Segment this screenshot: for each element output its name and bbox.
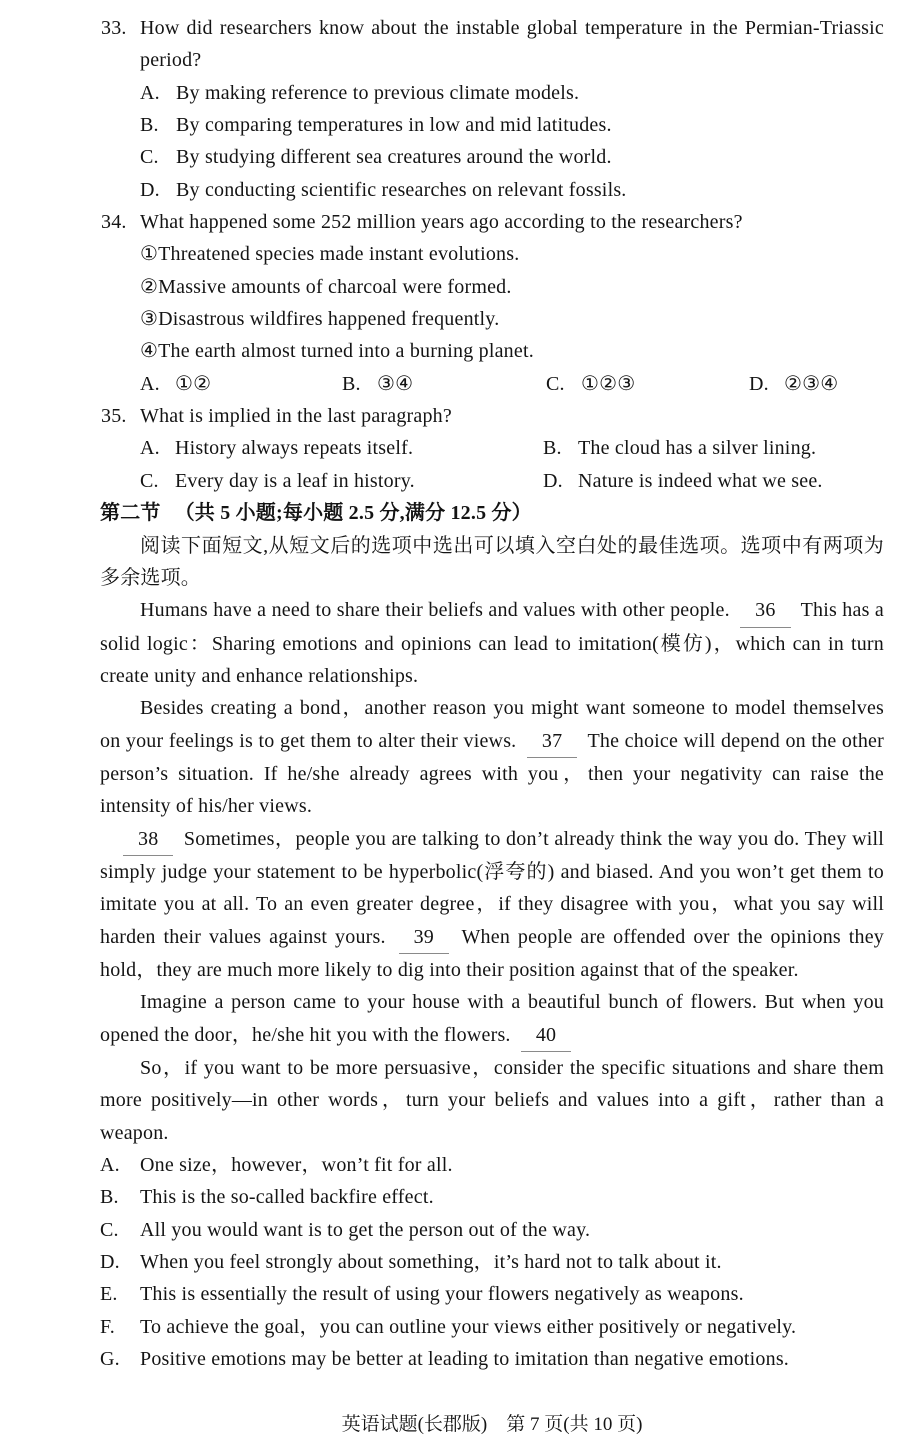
option-text: ③④ <box>377 372 414 395</box>
option-label: B. <box>342 372 361 395</box>
option-label: A. <box>140 437 160 460</box>
option-cell <box>749 368 884 400</box>
statement-marker: ④ <box>140 340 159 363</box>
section-meta: （共 5 小题;每小题 2.5 分,满分 12.5 分） <box>174 502 532 525</box>
blank-40: 40 <box>521 1019 571 1052</box>
choice-row <box>100 1214 884 1246</box>
statement-row <box>140 335 884 367</box>
option-text: ①② <box>175 372 212 395</box>
choice-row <box>100 1343 884 1375</box>
choice-text: This is the so-called backfire effect. <box>140 1186 434 1209</box>
option-label: D. <box>140 178 160 201</box>
paragraph-text: Imagine a person came to your house with a beautiful bunch of flowers. But when you opened the door，he/she hit you with the flowers. <box>100 991 884 1046</box>
option-text: Every day is a leaf in history. <box>175 469 415 492</box>
choice-row <box>100 1278 884 1310</box>
question-number: 35. <box>101 405 127 428</box>
choice-label: C. <box>100 1218 119 1241</box>
choice-label: E. <box>100 1283 118 1306</box>
paragraph-text: Sometimes，people you are talking to don’t already think the way you do. They will simply judge your statement to be hyperbolic(浮夸的) and biased. And you won’t get them to imitate you at all. To an even greater degree，if they disagree with you，what you say will harden their values against yours. <box>100 827 884 948</box>
passage-paragraph-1 <box>100 594 884 692</box>
option-text: By studying different sea creatures around the world. <box>176 146 612 169</box>
choice-text: To achieve the goal，you can outline your views either positively or negatively. <box>140 1315 797 1338</box>
question-number: 34. <box>101 211 127 234</box>
section-title: 第二节 <box>100 502 161 525</box>
question-33 <box>100 12 884 206</box>
option-cell <box>543 432 884 464</box>
statement-row <box>140 303 884 335</box>
choice-row <box>100 1311 884 1343</box>
choice-text: One size，however，won’t fit for all. <box>140 1154 453 1177</box>
passage-paragraph-5: So，if you want to be more persuasive，consider the specific situations and share them more positively—in other words，turn your beliefs and values into a gift，rather than a weapon. <box>100 1057 884 1144</box>
choice-label: D. <box>100 1251 120 1274</box>
option-text: ②③④ <box>784 372 839 395</box>
choice-label: A. <box>100 1154 120 1177</box>
choice-text: All you would want is to get the person out of the way. <box>140 1218 591 1241</box>
question-stem: How did researchers know about the instable global temperature in the Permian-Triassic period? <box>140 17 884 72</box>
option-cell <box>543 465 884 497</box>
option-text: By comparing temperatures in low and mid latitudes. <box>176 114 612 137</box>
statement-row <box>140 238 884 270</box>
option-label: D. <box>749 372 769 395</box>
choice-label: B. <box>100 1186 119 1209</box>
statement-marker: ③ <box>140 308 159 331</box>
section-instructions: 阅读下面短文,从短文后的选项中选出可以填入空白处的最佳选项。选项中有两项为多余选项。 <box>100 534 884 589</box>
option-label: D. <box>543 469 563 492</box>
choices-list <box>100 1149 884 1375</box>
statement-text: The earth almost turned into a burning planet. <box>158 340 534 363</box>
exam-page <box>100 12 884 1375</box>
statement-row <box>140 271 884 303</box>
option-label: B. <box>543 437 562 460</box>
option-text: By conducting scientific researches on relevant fossils. <box>176 178 627 201</box>
paragraph-text: This has a solid logic：Sharing emotions and opinions can lead to imitation(模仿)，which can in turn create unity and enhance relationships. <box>100 599 884 687</box>
section-2-heading <box>100 497 884 529</box>
option-label: B. <box>140 114 159 137</box>
option-row <box>140 77 884 109</box>
question-stem: What happened some 252 million years ago according to the researchers? <box>140 211 743 234</box>
answer-grid <box>140 368 884 400</box>
option-label: C. <box>140 469 159 492</box>
option-text: History always repeats itself. <box>175 437 414 460</box>
option-label: C. <box>140 146 159 169</box>
statement-marker: ① <box>140 243 159 266</box>
paragraph-text: Besides creating a bond，another reason you might want someone to model themselves on your feelings is to get them to alter their views. <box>100 697 884 752</box>
statement-marker: ② <box>140 275 159 298</box>
blank-38: 38 <box>123 823 173 856</box>
option-label: C. <box>546 372 565 395</box>
choice-text: Positive emotions may be better at leading to imitation than negative emotions. <box>140 1348 790 1371</box>
choice-row <box>100 1246 884 1278</box>
blank-39: 39 <box>399 921 449 954</box>
option-cell <box>140 465 543 497</box>
question-34 <box>100 206 884 400</box>
statement-text: Massive amounts of charcoal were formed. <box>158 275 512 298</box>
choice-text: When you feel strongly about something，it’s hard not to talk about it. <box>140 1251 722 1274</box>
option-row <box>140 174 884 206</box>
choice-label: G. <box>100 1348 120 1371</box>
paragraph-text: When people are offended over the opinions they hold，they are much more likely to dig into their position against that of the speaker. <box>100 925 884 981</box>
option-text: The cloud has a silver lining. <box>578 437 817 460</box>
passage-paragraph-4 <box>100 986 884 1052</box>
option-cell <box>546 368 749 400</box>
blank-37: 37 <box>527 725 577 758</box>
option-text: ①②③ <box>581 372 636 395</box>
paragraph-text: Humans have a need to share their beliefs and values with other people. <box>140 599 730 622</box>
choice-label: F. <box>100 1315 115 1338</box>
question-number: 33. <box>101 17 127 39</box>
choice-row <box>100 1149 884 1181</box>
question-35 <box>100 400 884 497</box>
option-label: A. <box>140 81 160 104</box>
answer-grid <box>140 432 884 497</box>
statement-text: Disastrous wildfires happened frequently. <box>158 308 500 331</box>
paragraph-text: The choice will depend on the other person’s situation. If he/she already agrees with you，then your negativity can raise the intensity of his/her views. <box>100 729 884 818</box>
choice-row <box>100 1181 884 1213</box>
passage-paragraph-3 <box>100 823 884 987</box>
option-cell <box>140 432 543 464</box>
question-stem: What is implied in the last paragraph? <box>140 405 452 428</box>
option-label: A. <box>140 372 160 395</box>
page-footer: 英语试题(长郡版) 第 7 页(共 10 页) <box>341 1414 643 1435</box>
option-text: By making reference to previous climate models. <box>176 81 580 104</box>
option-row <box>140 141 884 173</box>
statement-text: Threatened species made instant evolutions. <box>158 243 520 266</box>
option-row <box>140 109 884 141</box>
passage-paragraph-2 <box>100 692 884 822</box>
option-cell <box>140 368 342 400</box>
blank-36: 36 <box>740 594 790 627</box>
option-cell <box>342 368 546 400</box>
choice-text: This is essentially the result of using your flowers negatively as weapons. <box>140 1283 744 1306</box>
option-text: Nature is indeed what we see. <box>578 469 823 492</box>
